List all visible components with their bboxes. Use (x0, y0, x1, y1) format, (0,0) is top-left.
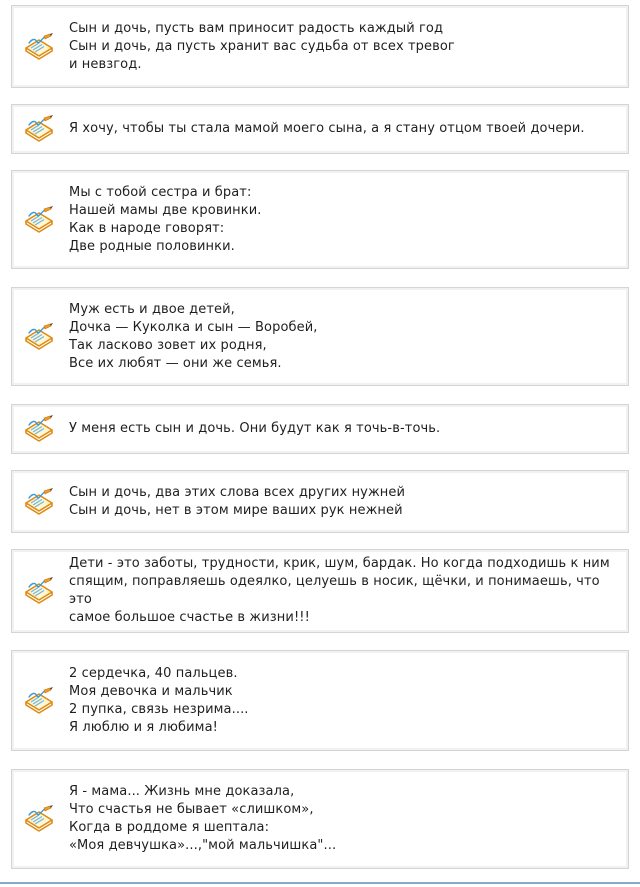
entry-card (11, 170, 629, 269)
notepad-pencil-icon (23, 206, 55, 234)
notepad-pencil-icon (23, 323, 55, 351)
notepad-pencil-icon (23, 115, 55, 143)
notepad-pencil-icon (23, 488, 55, 516)
notepad-pencil-icon (23, 805, 55, 833)
notepad-pencil-icon (23, 687, 55, 715)
entry-card (11, 549, 629, 633)
entry-text: Муж есть и двое детей, Дочка — Куколка и сын — Воробей, Так ласково зовет их родня, Все их любят — они же семья. (69, 301, 318, 371)
entry-card (11, 404, 629, 454)
entry-text: Сын и дочь, пусть вам приносит радость каждый год Сын и дочь, да пусть хранит вас судьба от всех тревог и невзгод. (69, 20, 455, 72)
entry-text: 2 сердечка, 40 пальцев. Моя девочка и мальчик 2 пупка, связь незрима.... Я люблю и я любима! (69, 665, 249, 735)
entry-card (11, 5, 629, 88)
entry-text: Мы с тобой сестра и брат: Нашей мамы две кровинки. Как в народе говорят: Две родные половинки. (69, 184, 262, 254)
entry-card (11, 287, 629, 386)
bottom-divider (0, 882, 640, 884)
entry-text: Я - мама... Жизнь мне доказала, Что счастья не бывает «слишком», Когда в роддоме я шептала: «Моя девчушка»...,"мой мальчишка"... (69, 784, 337, 853)
entry-text: Я хочу, чтобы ты стала мамой моего сына, а я стану отцом твоей дочери. (69, 121, 585, 136)
entry-card (11, 470, 629, 533)
entry-text: У меня есть сын и дочь. Они будут как я точь-в-точь. (69, 421, 441, 436)
entry-card (11, 650, 629, 751)
notepad-pencil-icon (23, 415, 55, 443)
notepad-pencil-icon (23, 577, 55, 605)
notepad-pencil-icon (23, 33, 55, 61)
entry-text: Сын и дочь, два этих слова всех других нужней Сын и дочь, нет в этом мире ваших рук нежней (69, 484, 406, 518)
entry-card (11, 104, 629, 154)
entry-text: Дети - это заботы, трудности, крик, шум, бардак. Но когда подходишь к ним спящим, поправляешь одеялко, целуешь в носик, щёчки, и понимаешь, что это самое большое счастье в жизни!!! (69, 556, 610, 625)
entry-card (11, 769, 629, 869)
